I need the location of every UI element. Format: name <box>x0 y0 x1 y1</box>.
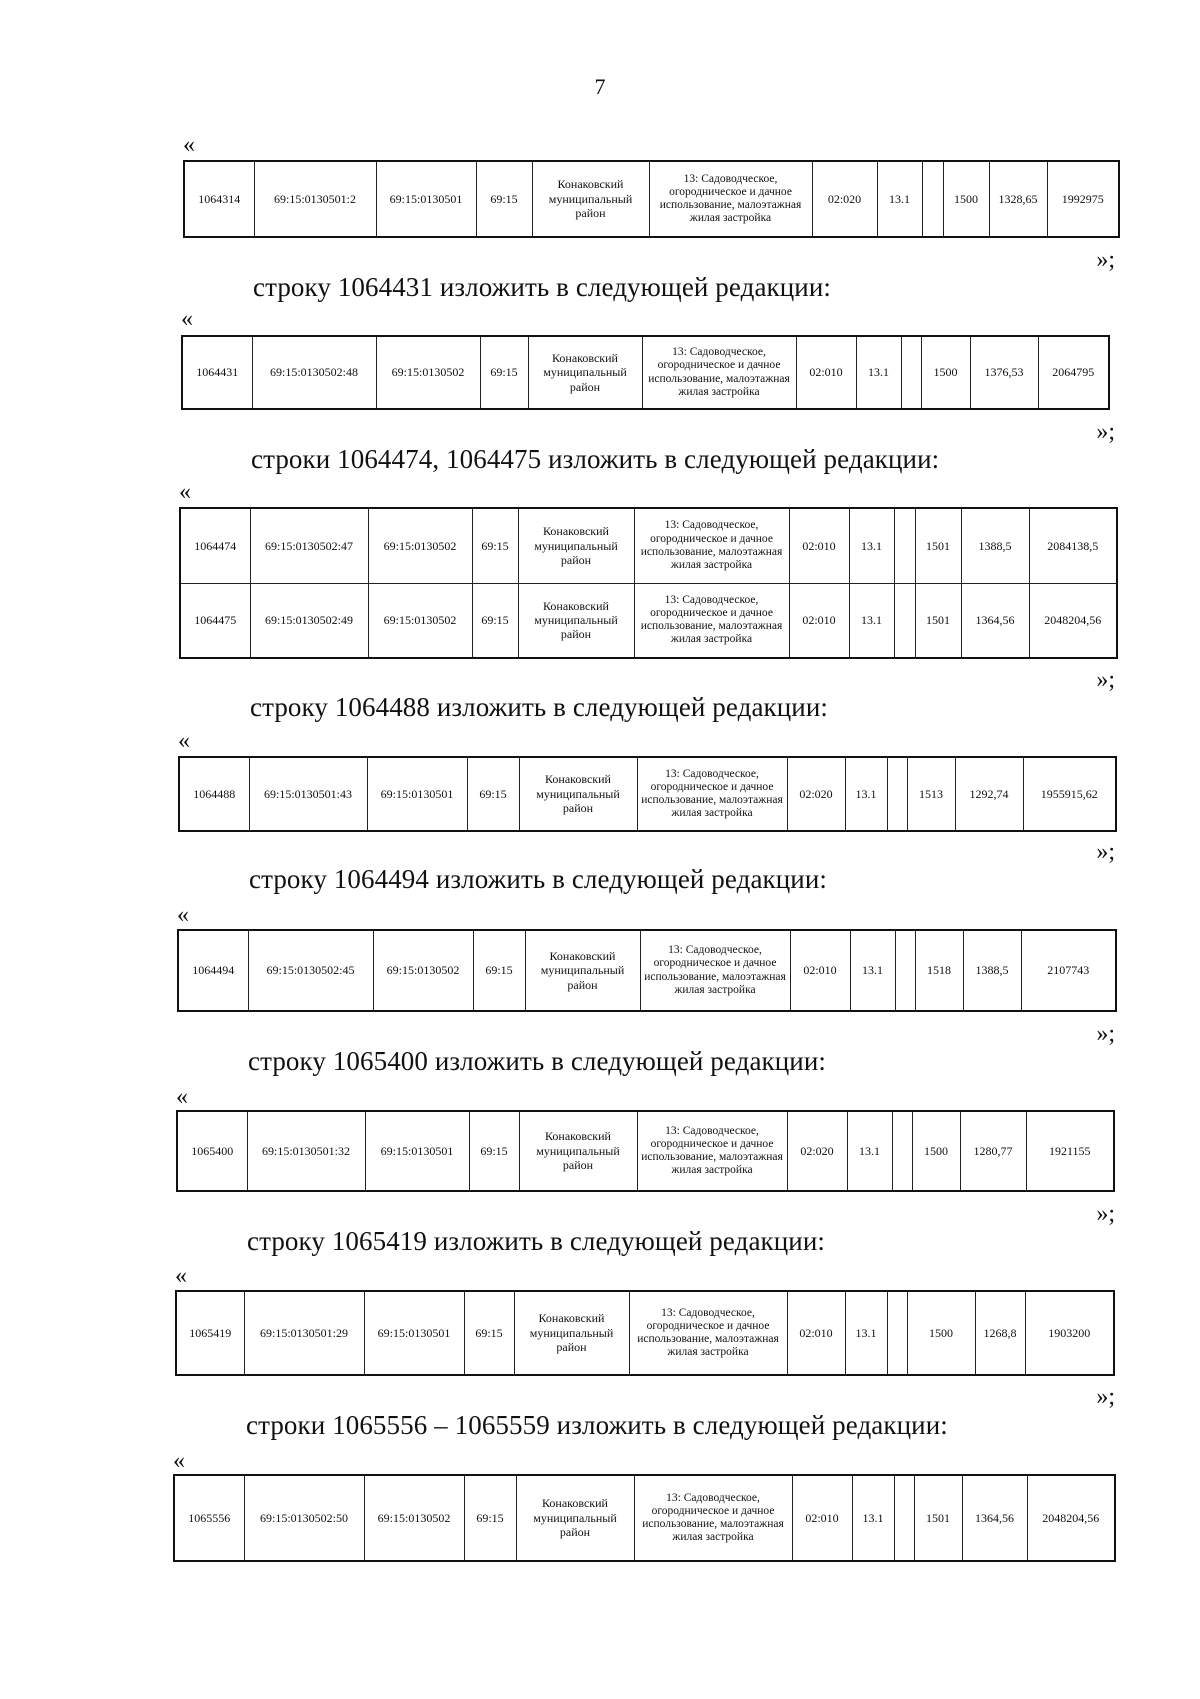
table-row <box>177 1111 1114 1191</box>
cadastral-value: 2107743 <box>1021 930 1116 1011</box>
group-code: 13.1 <box>845 757 887 831</box>
zone-code: 02:020 <box>787 1111 847 1191</box>
table-row <box>180 508 1117 583</box>
municipality: Конаковский муниципальный район <box>518 583 634 658</box>
empty-cell <box>894 508 915 583</box>
cadastral-number: 69:15:0130502:49 <box>250 583 368 658</box>
section-heading: строки 1065556 – 1065559 изложить в следующей редакции: <box>246 1410 948 1440</box>
open-quote: « <box>179 479 191 505</box>
close-quote: »; <box>1096 1021 1115 1047</box>
open-quote: « <box>176 1084 188 1110</box>
area: 1500 <box>921 336 970 409</box>
zone-code: 02:010 <box>796 336 856 409</box>
land-use-purpose: 13: Садоводческое, огородническое и дачное использование, малоэтажная жилая застройка <box>637 1111 787 1191</box>
cadastral-table <box>179 507 1118 659</box>
land-use-purpose: 13: Садоводческое, огородническое и дачное использование, малоэтажная жилая застройка <box>637 757 787 831</box>
land-use-purpose: 13: Садоводческое, огородническое и дачное использование, малоэтажная жилая застройка <box>634 1475 792 1561</box>
close-quote: »; <box>1096 1384 1115 1410</box>
specific-value: 1280,77 <box>960 1111 1026 1191</box>
specific-value: 1376,53 <box>970 336 1038 409</box>
open-quote: « <box>183 132 195 158</box>
section-heading: строку 1064494 изложить в следующей редакции: <box>249 864 828 894</box>
cadastral-value: 1955915,62 <box>1023 757 1116 831</box>
cadastral-table <box>173 1474 1116 1562</box>
row-id: 1064314 <box>184 161 254 237</box>
municipality: Конаковский муниципальный район <box>518 508 634 583</box>
land-use-purpose: 13: Садоводческое, огородническое и дачное использование, малоэтажная жилая застройка <box>634 508 789 583</box>
close-quote: »; <box>1096 419 1115 445</box>
cadastral-number: 69:15:0130501:2 <box>254 161 376 237</box>
municipality: Конаковский муниципальный район <box>525 930 640 1011</box>
row-id: 1065556 <box>174 1475 244 1561</box>
area: 1501 <box>915 583 961 658</box>
cadastral-value: 1921155 <box>1026 1111 1114 1191</box>
cadastral-district: 69:15 <box>469 1111 519 1191</box>
cadastral-quarter: 69:15:0130502 <box>368 583 472 658</box>
cadastral-value: 2084138,5 <box>1029 508 1117 583</box>
specific-value: 1388,5 <box>963 930 1021 1011</box>
land-use-purpose: 13: Садоводческое, огородническое и дачное использование, малоэтажная жилая застройка <box>634 583 789 658</box>
table-row <box>180 583 1117 658</box>
area: 1518 <box>915 930 963 1011</box>
cadastral-number: 69:15:0130501:32 <box>247 1111 365 1191</box>
cadastral-quarter: 69:15:0130501 <box>367 757 467 831</box>
specific-value: 1328,65 <box>989 161 1047 237</box>
cadastral-table <box>178 756 1117 832</box>
row-id: 1064474 <box>180 508 250 583</box>
section-heading: строки 1064474, 1064475 изложить в следующей редакции: <box>251 444 940 474</box>
table-row <box>174 1475 1115 1561</box>
cadastral-quarter: 69:15:0130501 <box>376 161 476 237</box>
close-quote: »; <box>1096 1201 1115 1227</box>
table-row <box>184 161 1119 237</box>
empty-cell <box>894 1475 914 1561</box>
row-id: 1064488 <box>179 757 249 831</box>
table-row <box>182 336 1109 409</box>
specific-value: 1292,74 <box>955 757 1023 831</box>
open-quote: « <box>181 306 193 332</box>
close-quote: »; <box>1096 667 1115 693</box>
zone-code: 02:010 <box>787 1291 845 1375</box>
group-code: 13.1 <box>845 1291 887 1375</box>
area: 1513 <box>907 757 955 831</box>
group-code: 13.1 <box>856 336 901 409</box>
group-code: 13.1 <box>852 1475 894 1561</box>
cadastral-table <box>175 1290 1115 1376</box>
zone-code: 02:020 <box>812 161 877 237</box>
cadastral-value: 2048204,56 <box>1027 1475 1115 1561</box>
cadastral-table <box>177 929 1117 1012</box>
group-code: 13.1 <box>849 508 894 583</box>
municipality: Конаковский муниципальный район <box>519 757 637 831</box>
table-row <box>178 930 1116 1011</box>
specific-value: 1364,56 <box>961 583 1029 658</box>
cadastral-district: 69:15 <box>472 583 518 658</box>
specific-value: 1388,5 <box>961 508 1029 583</box>
zone-code: 02:010 <box>790 930 850 1011</box>
zone-code: 02:010 <box>789 508 849 583</box>
cadastral-district: 69:15 <box>464 1475 516 1561</box>
cadastral-number: 69:15:0130502:45 <box>248 930 373 1011</box>
cadastral-table <box>181 335 1110 410</box>
specific-value: 1364,56 <box>962 1475 1027 1561</box>
row-id: 1065400 <box>177 1111 247 1191</box>
table-row <box>176 1291 1114 1375</box>
land-use-purpose: 13: Садоводческое, огородническое и дачное использование, малоэтажная жилая застройка <box>640 930 790 1011</box>
cadastral-quarter: 69:15:0130502 <box>373 930 473 1011</box>
cadastral-number: 69:15:0130502:50 <box>244 1475 364 1561</box>
cadastral-value: 2064795 <box>1038 336 1109 409</box>
zone-code: 02:020 <box>787 757 845 831</box>
close-quote: »; <box>1096 839 1115 865</box>
land-use-purpose: 13: Садоводческое, огородническое и дачное использование, малоэтажная жилая застройка <box>629 1291 787 1375</box>
cadastral-district: 69:15 <box>472 508 518 583</box>
group-code: 13.1 <box>847 1111 892 1191</box>
cadastral-quarter: 69:15:0130501 <box>365 1111 469 1191</box>
cadastral-value: 1903200 <box>1025 1291 1114 1375</box>
zone-code: 02:010 <box>792 1475 852 1561</box>
row-id: 1064494 <box>178 930 248 1011</box>
section-heading: строку 1064488 изложить в следующей редакции: <box>250 692 829 722</box>
table-row <box>179 757 1116 831</box>
empty-cell <box>895 930 915 1011</box>
land-use-purpose: 13: Садоводческое, огородническое и дачное использование, малоэтажная жилая застройка <box>642 336 796 409</box>
area: 1500 <box>912 1111 960 1191</box>
group-code: 13.1 <box>850 930 895 1011</box>
open-quote: « <box>175 1263 187 1289</box>
area: 1500 <box>907 1291 975 1375</box>
cadastral-quarter: 69:15:0130501 <box>364 1291 464 1375</box>
cadastral-district: 69:15 <box>473 930 525 1011</box>
cadastral-quarter: 69:15:0130502 <box>376 336 480 409</box>
area: 1501 <box>914 1475 962 1561</box>
municipality: Конаковский муниципальный район <box>514 1291 629 1375</box>
row-id: 1065419 <box>176 1291 244 1375</box>
empty-cell <box>901 336 921 409</box>
empty-cell <box>887 1291 907 1375</box>
page-number: 7 <box>594 74 606 99</box>
empty-cell <box>922 161 943 237</box>
specific-value: 1268,8 <box>975 1291 1025 1375</box>
close-quote: »; <box>1096 247 1115 273</box>
municipality: Конаковский муниципальный район <box>516 1475 634 1561</box>
land-use-purpose: 13: Садоводческое, огородническое и дачное использование, малоэтажная жилая застройка <box>649 161 812 237</box>
cadastral-district: 69:15 <box>480 336 528 409</box>
empty-cell <box>894 583 915 658</box>
cadastral-district: 69:15 <box>467 757 519 831</box>
open-quote: « <box>178 728 190 754</box>
area: 1501 <box>915 508 961 583</box>
empty-cell <box>887 757 907 831</box>
row-id: 1064475 <box>180 583 250 658</box>
cadastral-district: 69:15 <box>476 161 532 237</box>
cadastral-quarter: 69:15:0130502 <box>364 1475 464 1561</box>
row-id: 1064431 <box>182 336 252 409</box>
open-quote: « <box>177 902 189 928</box>
section-heading: строку 1065400 изложить в следующей редакции: <box>248 1046 827 1076</box>
area: 1500 <box>943 161 989 237</box>
cadastral-table <box>176 1110 1115 1192</box>
group-code: 13.1 <box>877 161 922 237</box>
zone-code: 02:010 <box>789 583 849 658</box>
section-heading: строку 1065419 изложить в следующей редакции: <box>247 1226 826 1256</box>
municipality: Конаковский муниципальный район <box>532 161 649 237</box>
cadastral-number: 69:15:0130502:48 <box>252 336 376 409</box>
cadastral-district: 69:15 <box>464 1291 514 1375</box>
cadastral-table <box>183 160 1120 238</box>
open-quote: « <box>173 1448 185 1474</box>
cadastral-number: 69:15:0130501:43 <box>249 757 367 831</box>
empty-cell <box>892 1111 912 1191</box>
group-code: 13.1 <box>849 583 894 658</box>
municipality: Конаковский муниципальный район <box>528 336 642 409</box>
cadastral-value: 1992975 <box>1047 161 1119 237</box>
cadastral-number: 69:15:0130502:47 <box>250 508 368 583</box>
municipality: Конаковский муниципальный район <box>519 1111 637 1191</box>
cadastral-quarter: 69:15:0130502 <box>368 508 472 583</box>
section-heading: строку 1064431 изложить в следующей редакции: <box>253 272 832 302</box>
cadastral-number: 69:15:0130501:29 <box>244 1291 364 1375</box>
cadastral-value: 2048204,56 <box>1029 583 1117 658</box>
